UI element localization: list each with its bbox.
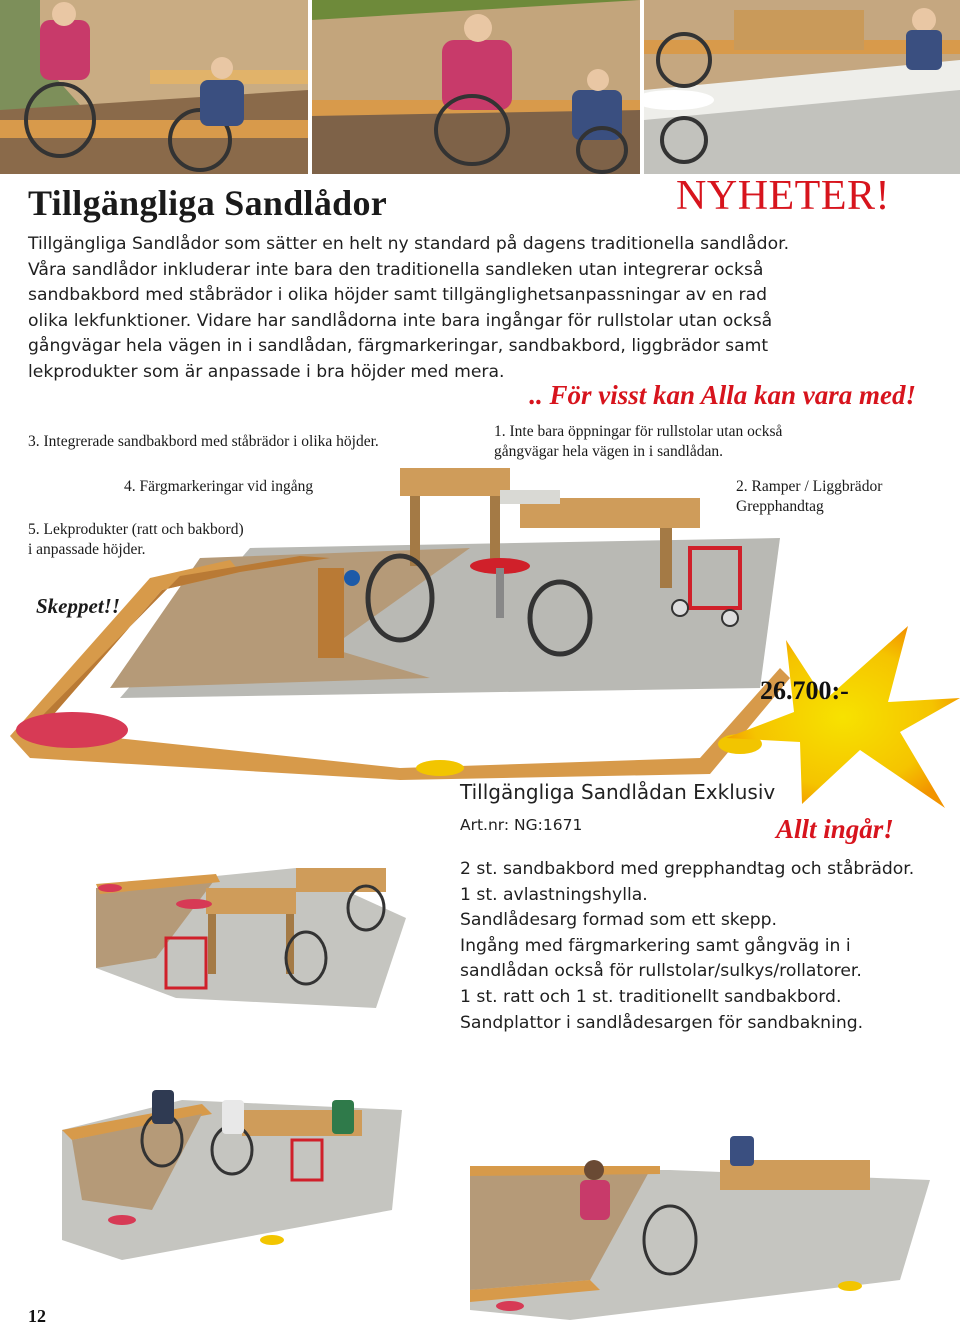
page-title: Tillgängliga Sandlådor [28,183,388,223]
list-item: 1 st. ratt och 1 st. traditionellt sandbakbord. [460,986,842,1007]
news-badge: NYHETER! [676,173,890,219]
callout-5-play-products [28,520,244,560]
list-item: Ingång med färgmarkering samt gångväg in i [460,935,851,956]
ship-label: Skeppet!! [36,594,120,618]
list-item: Sandlådesarg formad som ett skepp. [460,910,777,931]
list-item: 2 st. sandbakbord med grepphandtag och ståbrädor. [460,859,915,879]
photo-children-sandbox-2 [312,0,640,174]
callout-1-line: gångvägar hela vägen in i sandlådan. [494,443,723,460]
callout-4-color-markings: 4. Färgmarkeringar vid ingång [124,478,314,495]
intro-line: Tillgängliga Sandlådor som sätter en helt ny standard på dagens traditionella sandlådor. [28,234,790,254]
all-included-label: Allt ingår! [776,814,894,844]
callout-2-line: Grepphandtag [736,498,824,515]
list-item: sandlådan också för rullstolar/sulkys/rollatorer. [460,961,862,982]
photo-sandbox-children-bottom-left [62,1070,402,1260]
intro-line: Våra sandlådor inkluderar inte bara den traditionella sandleken utan integrerar också [28,259,764,280]
list-item: 1 st. avlastningshylla. [460,884,648,905]
photo-children-sandbox-1 [0,0,308,174]
intro-paragraph [28,232,928,386]
price-label: 26.700:- [760,676,849,705]
callout-2-line: 2. Ramper / Liggbrädor [736,478,883,495]
article-number: Art.nr: NG:1671 [460,816,583,834]
list-item: Sandplattor i sandlådesargen för sandbakning. [460,1012,864,1033]
intro-line: gångvägar hela vägen in i sandlådan, färgmarkeringar, sandbakbord, liggbrädor samt [28,336,769,357]
callout-2-ramps [736,477,882,517]
feature-list [460,857,940,1036]
product-title: Tillgängliga Sandlådan Exklusiv [460,780,776,804]
page-number: 12 [28,1306,46,1326]
photo-play-table-wheel [644,0,960,174]
photo-sandbox-children-bottom-right [470,1130,930,1320]
callout-1-wheelchair-access [494,422,854,462]
intro-line: sandbakbord med ståbrädor i olika höjder samt tillgänglighetsanpassningar av en rad [28,285,768,306]
callout-1-line: 1. Inte bara öppningar för rullstolar utan också [494,423,783,440]
intro-line: lekprodukter som är anpassade i bra höjder med mera. [28,361,505,382]
callout-5-line: i anpassade höjder. [28,541,146,558]
slogan: .. För visst kan Alla kan vara med! [529,380,916,410]
callout-3-play-tables: 3. Integrerade sandbakbord med ståbrädor i olika höjder. [28,433,379,450]
callout-5-line: 5. Lekprodukter (ratt och bakbord) [28,521,244,538]
photo-ship-sandbox-product [96,848,406,1028]
intro-line: olika lekfunktioner. Vidare har sandlådorna inte bara ingångar för rullstolar utan också [28,310,773,331]
